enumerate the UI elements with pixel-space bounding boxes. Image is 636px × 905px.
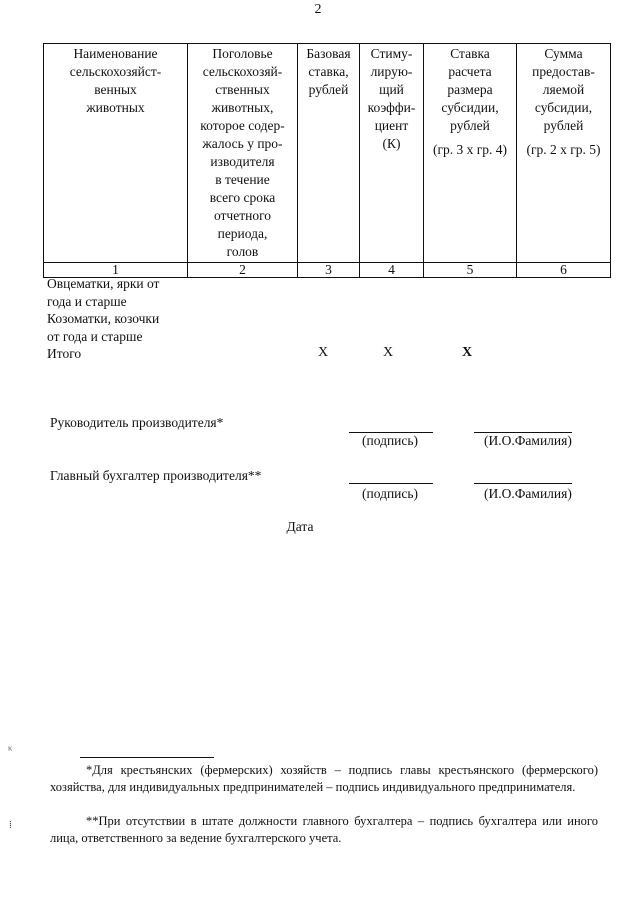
- table-body-rows: [47, 275, 159, 363]
- scan-speck: ᴷ: [8, 745, 13, 756]
- column-header-1: Наименование сельскохозяйст- венных животных: [44, 44, 188, 263]
- row-ewes: Овцематки, ярки от года и старше: [47, 276, 160, 309]
- subsidy-table: [43, 43, 611, 278]
- column-header-5: Ставка расчета размера субсидии, рублей (гр. 3 х гр. 4): [424, 44, 517, 263]
- column-number-4: 4: [360, 263, 424, 278]
- row-total-label: Итого: [47, 346, 82, 361]
- total-mark-col4: X: [383, 345, 394, 360]
- row-goats: Козоматки, козочки от года и старше: [47, 311, 160, 344]
- column-header-3: Базовая ставка, рублей: [298, 44, 360, 263]
- footnote-2: **При отсутствии в штате должности главного бухгалтера – подпись бухгалтера или иного лица, ответственного за ведение бухгалтерского учета.: [50, 814, 598, 845]
- footnote-1: *Для крестьянских (фермерских) хозяйств – подпись главы крестьянского (фермерского) хозяйства, для индивидуальных предпринимателей – подпись индивидуального предпринимателя.: [50, 763, 598, 794]
- column-header-2: Поголовье сельскохозяй- ственных животных, которое содер- жалось у про- изводителя в течение всего срока отчетного периода, голов: [188, 44, 298, 263]
- accountant-sign-caption: (подпись): [362, 486, 419, 501]
- column-number-1: 1: [44, 263, 188, 278]
- column-header-6: Сумма предостав- ляемой субсидии, рублей (гр. 2 х гр. 5): [517, 44, 611, 263]
- column-number-2: 2: [188, 263, 298, 278]
- scan-speck: ⁞: [9, 820, 12, 831]
- column-header-4: Стиму- лирую- щий коэффи- циент (К): [360, 44, 424, 263]
- column-number-6: 6: [517, 263, 611, 278]
- accountant-signature-line: [349, 483, 433, 484]
- footnote-separator: [80, 757, 214, 758]
- column-number-3: 3: [298, 263, 360, 278]
- column-number-5: 5: [424, 263, 517, 278]
- head-name-caption: (И.О.Фамилия): [484, 433, 572, 448]
- total-mark-col5: X: [462, 345, 473, 360]
- head-signature-label: Руководитель производителя*: [50, 415, 224, 430]
- head-sign-caption: (подпись): [362, 433, 419, 448]
- accountant-name-line: [474, 483, 572, 484]
- table-header-row: [44, 44, 611, 263]
- accountant-signature-label: Главный бухгалтер производителя**: [50, 468, 262, 483]
- total-mark-col3: X: [318, 345, 329, 360]
- page-number: 2: [314, 2, 322, 17]
- date-label: Дата: [286, 519, 314, 534]
- accountant-name-caption: (И.О.Фамилия): [484, 486, 572, 501]
